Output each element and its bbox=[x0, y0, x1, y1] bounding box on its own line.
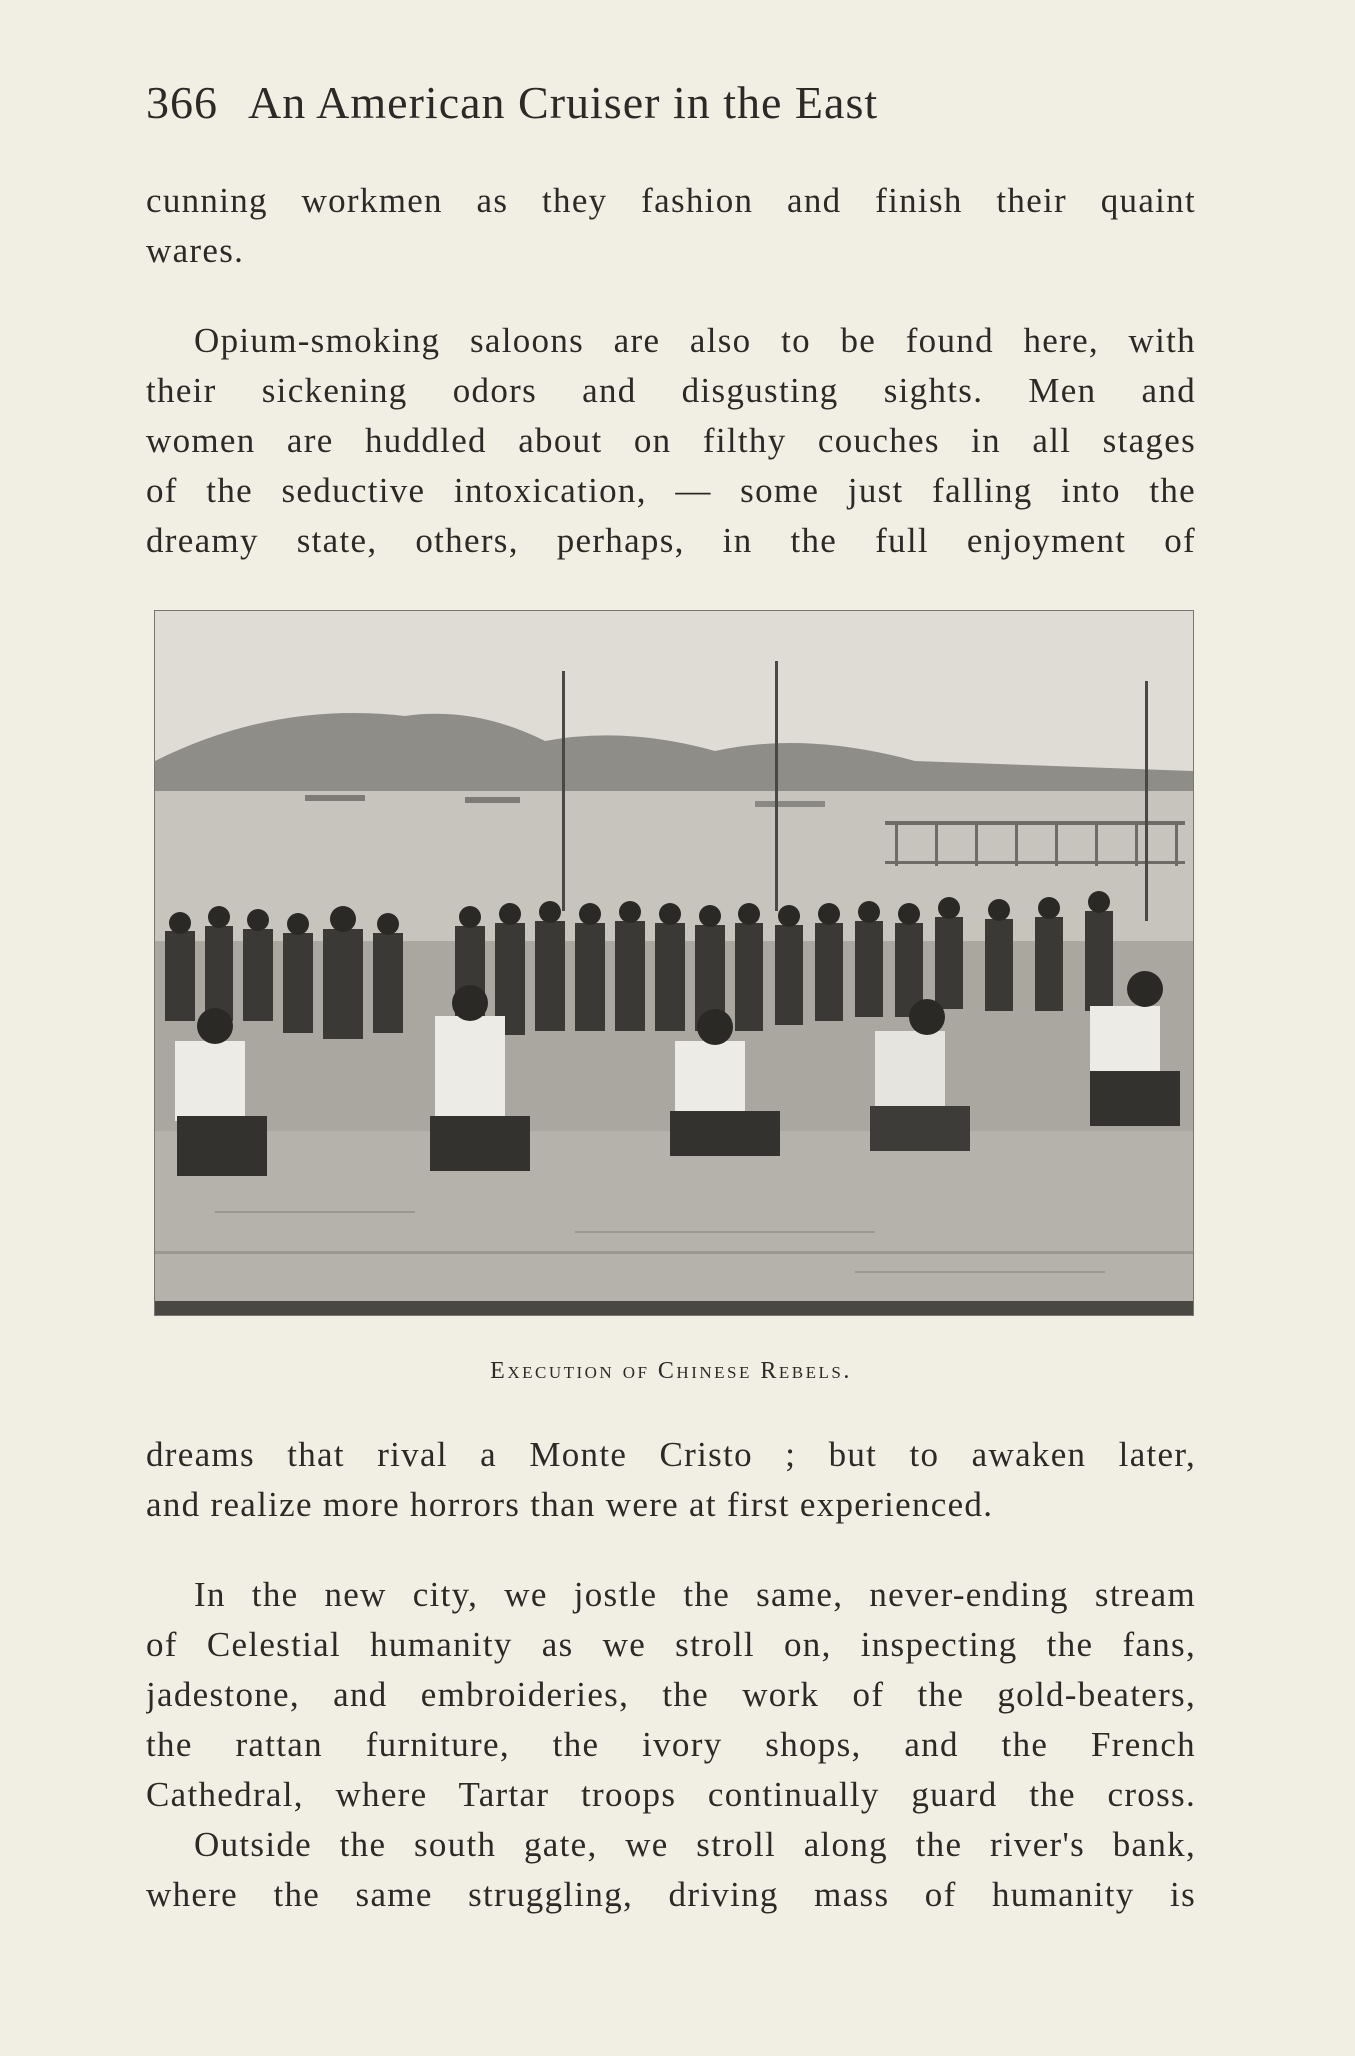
text-line: Cathedral, where Tartar troops continually guard the cross. bbox=[146, 1775, 1196, 1814]
text-line: jadestone, and embroideries, the work of the gold-beaters, bbox=[146, 1675, 1196, 1714]
text-line: Opium-smoking saloons are also to be found here, with bbox=[194, 321, 1196, 360]
text-line: of Celestial humanity as we stroll on, inspecting the fans, bbox=[146, 1625, 1196, 1664]
page-header bbox=[146, 76, 1196, 136]
figure-caption: Execution of Chinese Rebels. bbox=[490, 1358, 852, 1384]
running-title: An American Cruiser in the East bbox=[248, 77, 879, 128]
execution-photo bbox=[155, 611, 1193, 1315]
text-line: Outside the south gate, we stroll along the river's bank, bbox=[194, 1825, 1196, 1864]
text-line: wares. bbox=[146, 231, 245, 270]
paragraph-1 bbox=[146, 176, 1196, 276]
text-line: of the seductive intoxication, — some just falling into the bbox=[146, 471, 1196, 510]
text-line: and realize more horrors than were at first experienced. bbox=[146, 1485, 994, 1524]
paragraph-2 bbox=[146, 316, 1196, 566]
text-line: where the same struggling, driving mass of humanity is bbox=[146, 1875, 1196, 1914]
text-line: dreams that rival a Monte Cristo ; but to awaken later, bbox=[146, 1435, 1196, 1474]
text-line: In the new city, we jostle the same, never-ending stream bbox=[194, 1575, 1196, 1614]
paragraph-3 bbox=[146, 1430, 1196, 1530]
page-number: 366 bbox=[146, 77, 218, 128]
text-line: the rattan furniture, the ivory shops, and the French bbox=[146, 1725, 1196, 1764]
text-line: their sickening odors and disgusting sights. Men and bbox=[146, 371, 1196, 410]
text-line: dreamy state, others, perhaps, in the full enjoyment of bbox=[146, 521, 1196, 560]
text-line: women are huddled about on filthy couches in all stages bbox=[146, 421, 1196, 460]
text-line: cunning workmen as they fashion and finish their quaint bbox=[146, 181, 1196, 220]
paragraph-4 bbox=[146, 1570, 1196, 1920]
photograph bbox=[154, 610, 1194, 1316]
